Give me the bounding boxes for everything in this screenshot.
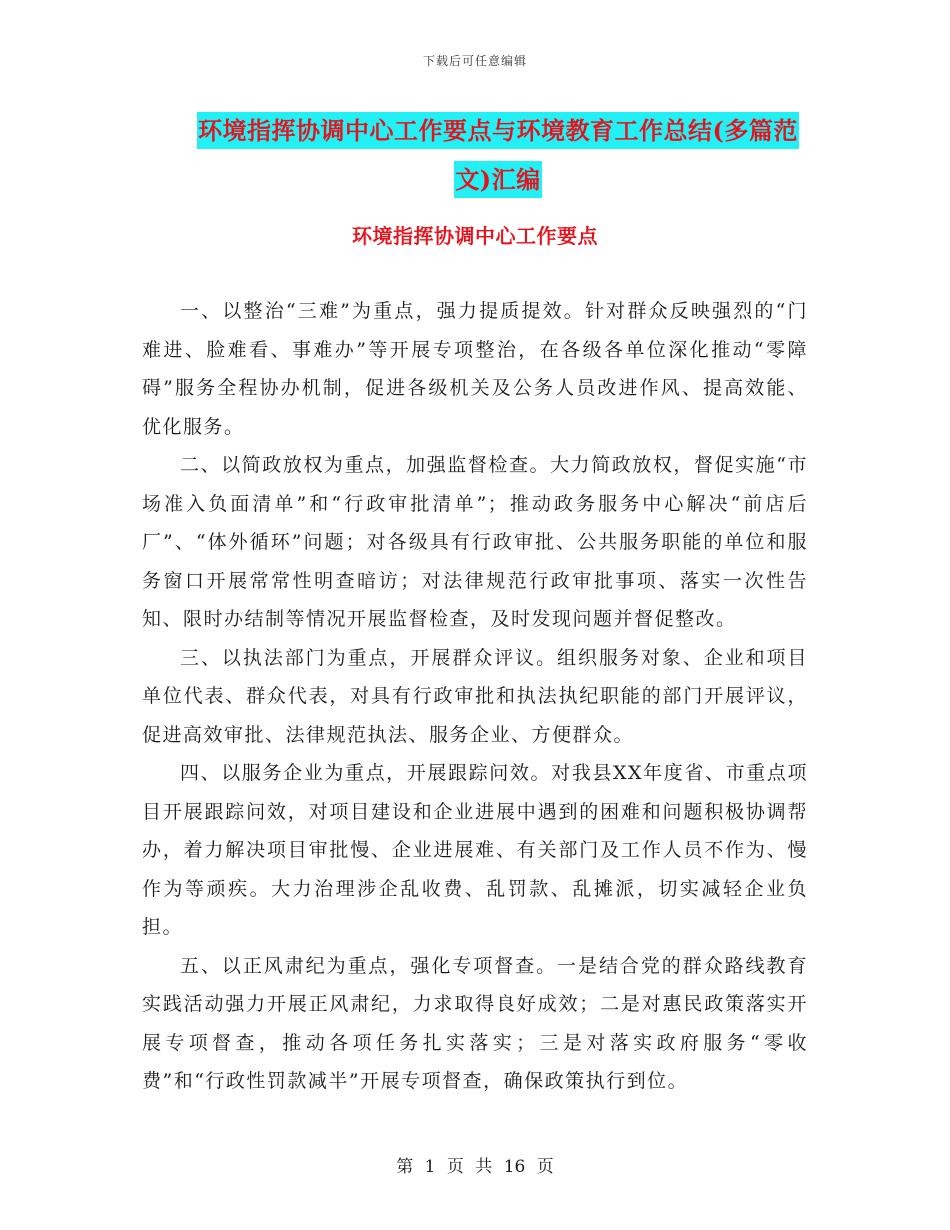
body-paragraph-3: 三、以执法部门为重点，开展群众评议。组织服务对象、企业和项目单位代表、群众代表，对具有行政审批和执法执纪职能的部门开展评议，促进高效审批、法律规范执法、服务企业、方便群众。 — [142, 646, 808, 746]
document-title-text: 环境指挥协调中心工作要点与环境教育工作总结(多篇范文)汇编 — [197, 112, 799, 198]
body-paragraph-1: 一、以整治“三难”为重点，强力提质提效。针对群众反映强烈的“门难进、脸难看、事难办”等开展专项整治，在各级各单位深化推动“零障碍”服务全程协办机制，促进各级机关及公务人员改进作风、提高效能、优化服务。 — [142, 300, 808, 438]
body-paragraph-4: 四、以服务企业为重点，开展跟踪问效。对我县XX年度省、市重点项目开展跟踪问效，对项目建设和企业进展中遇到的困难和问题积极协调帮办，着力解决项目审批慢、企业进展难、有关部门及工作人员不作为、慢作为等顽疾。大力治理涉企乱收费、乱罚款、乱摊派，切实减轻企业负担。 — [142, 762, 808, 938]
section-title: 环境指挥协调中心工作要点 — [352, 224, 598, 248]
document-body — [142, 292, 808, 1101]
document-title — [186, 106, 810, 204]
page-header-note: 下载后可任意编辑 — [422, 54, 527, 68]
page-number: 第 1 页 共 16 页 — [396, 1157, 554, 1177]
body-paragraph-5: 五、以正风肃纪为重点，强化专项督查。一是结合党的群众路线教育实践活动强力开展正风肃纪，力求取得良好成效；二是对惠民政策落实开展专项督查，推动各项任务扎实落实；三是对落实政府服务“零收费”和“行政性罚款减半”开展专项督查，确保政策执行到位。 — [142, 954, 808, 1092]
body-paragraph-2: 二、以简政放权为重点，加强监督检查。大力简政放权，督促实施“市场准入负面清单”和“行政审批清单”；推动政务服务中心解决“前店后厂”、“体外循环”问题；对各级具有行政审批、公共服务职能的单位和服务窗口开展常常性明查暗访；对法律规范行政审批事项、落实一次性告知、限时办结制等情况开展监督检查，及时发现问题并督促整改。 — [142, 454, 808, 630]
